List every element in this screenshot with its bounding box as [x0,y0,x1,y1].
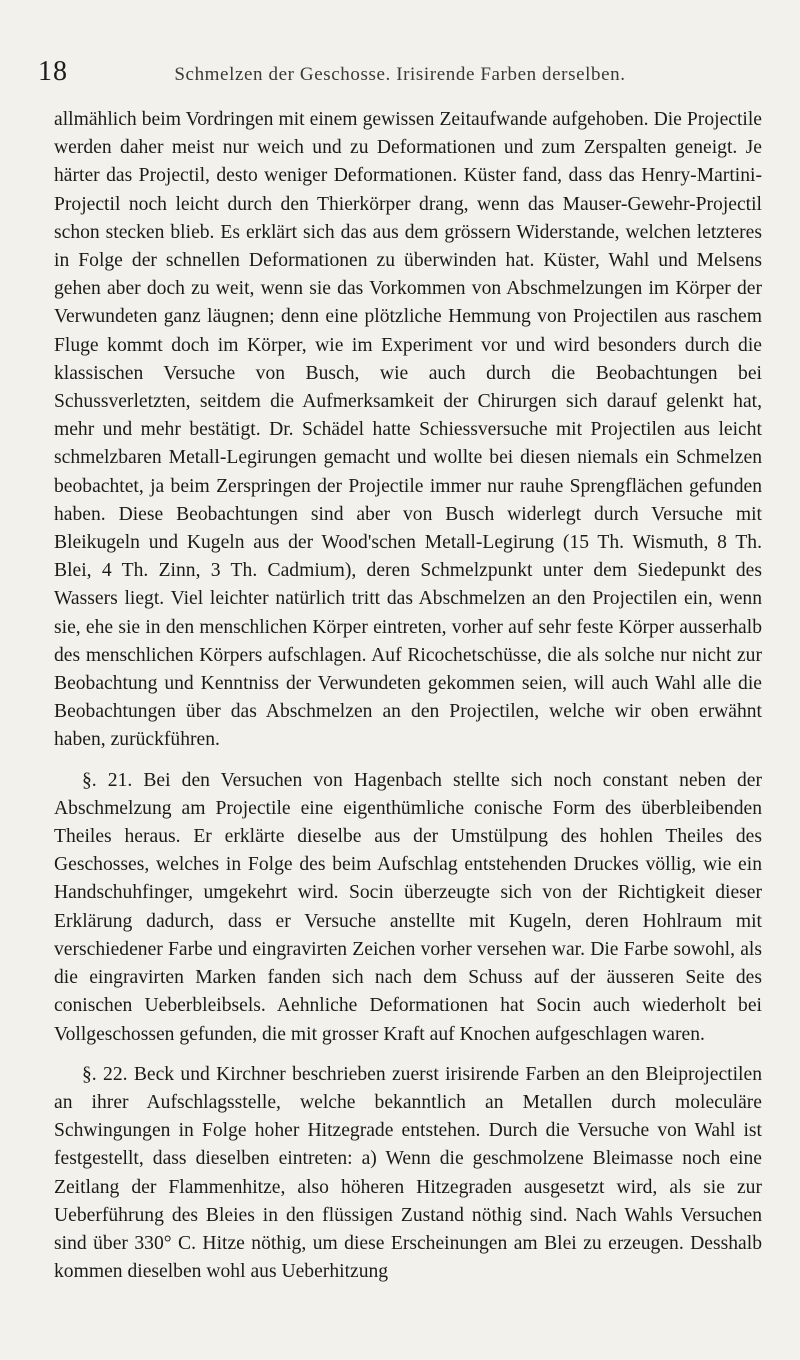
body-text [54,106,762,1286]
paragraph-1: allmählich beim Vordringen mit einem gewissen Zeitaufwande aufgehoben. Die Projectile werden daher meist nur weich und zu Deformationen und zum Zerspalten geneigt. Je härter das Projectil, desto weniger Deformationen. Küster fand, dass das Henry-Martini-Projectil noch leicht durch den Thierkörper drang, wenn das Mauser-Gewehr-Projectil schon stecken blieb. Es erklärt sich das aus dem grössern Widerstande, welchen letzteres in Folge der schnellen Deformationen zu überwinden hat. Küster, Wahl und Melsens gehen aber doch zu weit, wenn sie das Vorkommen von Abschmelzungen im Körper der Verwundeten ganz läugnen; denn eine plötzliche Hemmung von Projectilen aus raschem Fluge kommt doch im Körper, wie im Experiment vor und wird besonders durch die klassischen Versuche von Busch, wie auch durch die Beobachtungen bei Schussverletzten, seitdem die Aufmerksamkeit der Chirurgen sich darauf gelenkt hat, mehr und mehr bestätigt. Dr. Schädel hatte Schiessversuche mit Projectilen aus leicht schmelzbaren Metall-Legirungen gemacht und wollte bei diesen niemals ein Schmelzen beobachtet, ja beim Zerspringen der Projectile immer nur rauhe Sprengflächen gefunden haben. Diese Beobachtungen sind aber von Busch widerlegt durch Versuche mit Bleikugeln und Kugeln aus der Wood'schen Metall-Legirung (15 Th. Wismuth, 8 Th. Blei, 4 Th. Zinn, 3 Th. Cadmium), deren Schmelzpunkt unter dem Siedepunkt des Wassers liegt. Viel leichter natürlich tritt das Abschmelzen an den Projectilen ein, wenn sie, ehe sie in den menschlichen Körper eintreten, vorher auf sehr feste Körper ausserhalb des menschlichen Körpers aufschlagen. Auf Ricochetschüsse, die als solche nur nicht zur Beobachtung und Kenntniss der Verwundeten gekommen seien, will auch Wahl alle die Beobachtungen über das Abschmelzen an den Projectilen, welche wir oben erwähnt haben, zurückführen. [54,109,762,751]
paragraph-section-21: §. 21. Bei den Versuchen von Hagenbach stellte sich noch constant neben der Abschmelzung am Projectile eine eigenthümliche conische Form des überbleibenden Theiles heraus. Er erklärte dieselbe aus der Umstülpung des hohlen Theiles des Geschosses, welches in Folge des beim Aufschlag entstehenden Druckes völlig, wie ein Handschuhfinger, umgekehrt wird. Socin überzeugte sich von der Richtigkeit dieser Erklärung dadurch, dass er Versuche anstellte mit Kugeln, deren Hohlraum mit verschiedener Farbe und eingravirten Zeichen vorher versehen war. Die Farbe sowohl, als die eingravirten Marken fanden sich nach dem Schuss auf der äusseren Seite des conischen Ueberbleibsels. Aehnliche Deformationen hat Socin auch wiederholt bei Vollgeschossen gefunden, die mit grosser Kraft auf Knochen aufgeschlagen waren. [54,769,762,1045]
paragraph-section-22: §. 22. Beck und Kirchner beschrieben zuerst irisirende Farben an den Bleiprojectilen an ihrer Aufschlagsstelle, welche bekanntlich an Metallen durch moleculäre Schwingungen in Folge hoher Hitzegrade entstehen. Durch die Versuche von Wahl ist festgestellt, dass dieselben eintreten: a) Wenn die geschmolzene Bleimasse noch eine Zeitlang der Flammenhitze, also höheren Hitzegraden ausgesetzt wird, als sie zur Ueberführung des Bleies in den flüssigen Zustand nöthig sind. Nach Wahls Versuchen sind über 330° C. Hitze nöthig, um diese Erscheinungen am Blei zu erzeugen. Desshalb kommen dieselben wohl aus Ueberhitzung [54,1063,762,1283]
page-number: 18 [38,56,68,87]
page-header [38,56,762,96]
running-head: Schmelzen der Geschosse. Irisirende Farben derselben. [174,64,626,85]
